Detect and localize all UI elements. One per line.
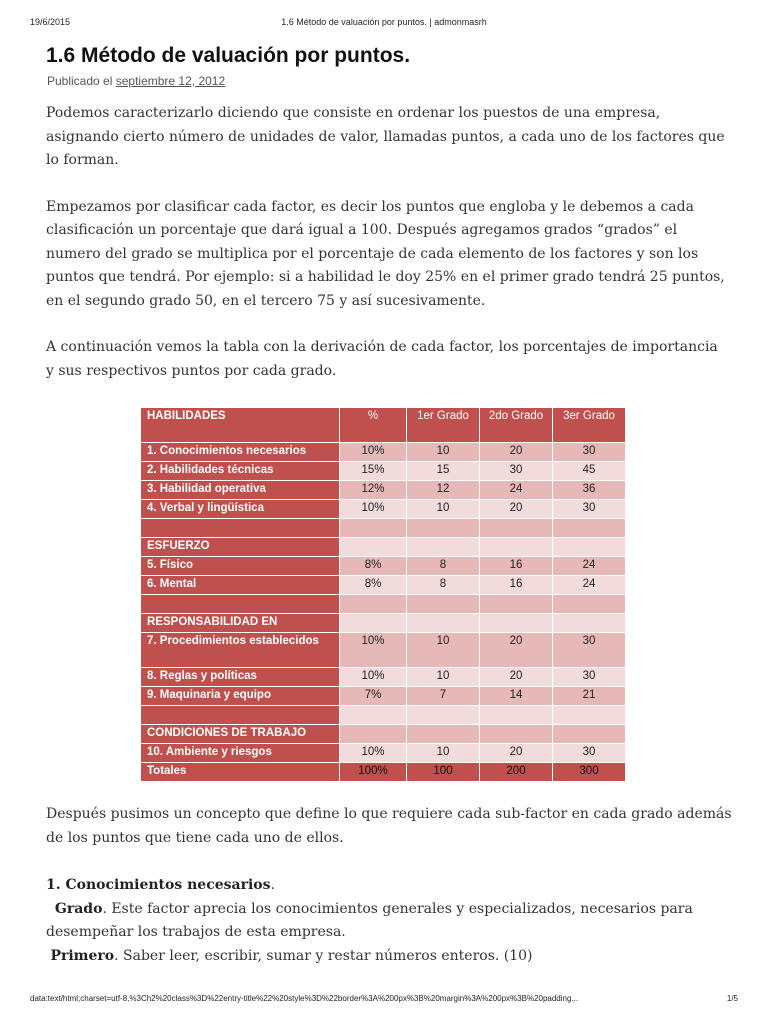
- table-row: [141, 481, 626, 500]
- table-row: [141, 633, 626, 668]
- table-cell: 8%: [340, 576, 407, 595]
- table-cell: 30: [553, 668, 626, 687]
- byline-date-link[interactable]: septiembre 12, 2012: [115, 74, 226, 88]
- table-cell: 20: [480, 668, 553, 687]
- table-cell: [480, 725, 553, 744]
- table-cell: [553, 725, 626, 744]
- table-row: [141, 668, 626, 687]
- points-table: [140, 407, 626, 782]
- grado-label: Grado: [54, 900, 103, 917]
- table-cell: 24: [553, 557, 626, 576]
- table-cell: [480, 706, 553, 725]
- print-url: data:text/html;charset=utf-8,%3Ch2%20class%3D%22entry-title%22%20style%3D%22border%3A%200px%3B%20margin%3A%200px%3B%20padding...: [30, 994, 579, 1003]
- table-row: [141, 500, 626, 519]
- table-cell: [407, 725, 480, 744]
- grado-text: . Este factor aprecia los conocimientos generales y especializados, necesarios para desempeñar los trabajos de esta empresa.: [46, 900, 693, 940]
- table-cell: 15: [407, 462, 480, 481]
- table-cell: [340, 614, 407, 633]
- table-cell: [340, 706, 407, 725]
- print-date: 19/6/2015: [30, 17, 71, 27]
- table-row: [141, 595, 626, 614]
- table-cell: 20: [480, 744, 553, 763]
- table-cell: 20: [480, 443, 553, 462]
- table-cell: 300: [553, 763, 626, 782]
- table-cell: 10: [407, 744, 480, 763]
- table-cell: [553, 614, 626, 633]
- print-header: [0, 0, 768, 30]
- table-cell: 30: [553, 744, 626, 763]
- table-row-label: 10. Ambiente y riesgos: [141, 744, 340, 763]
- table-cell: 12%: [340, 481, 407, 500]
- table-cell: [480, 519, 553, 538]
- table-cell: 10%: [340, 500, 407, 519]
- article-content: [46, 102, 726, 383]
- table-cell: [407, 538, 480, 557]
- table-row: [141, 538, 626, 557]
- byline: [47, 74, 225, 88]
- table-cell: [553, 519, 626, 538]
- table-header-cell: 3er Grado: [553, 408, 626, 443]
- table-row-label: CONDICIONES DE TRABAJO: [141, 725, 340, 744]
- table-row-label: RESPONSABILIDAD EN: [141, 614, 340, 633]
- table-cell: [553, 706, 626, 725]
- table-header-cell: 1er Grado: [407, 408, 480, 443]
- table-cell: 15%: [340, 462, 407, 481]
- grado-paragraph: [46, 898, 736, 945]
- primero-label: Primero: [50, 947, 115, 964]
- byline-prefix: Publicado el: [47, 74, 113, 88]
- table-cell: 10%: [340, 443, 407, 462]
- table-row-label: 1. Conocimientos necesarios: [141, 443, 340, 462]
- table-cell: 10: [407, 633, 480, 668]
- table-cell: 30: [480, 462, 553, 481]
- paragraph-concept: Después pusimos un concepto que define lo que requiere cada sub-factor en cada grado además de los puntos que tiene cada uno de ellos.: [46, 806, 732, 846]
- table-cell: 8: [407, 576, 480, 595]
- table-row-label: 7. Procedimientos establecidos: [141, 633, 340, 668]
- table-cell: 36: [553, 481, 626, 500]
- factor-heading-suffix: .: [270, 877, 275, 893]
- table-row: [141, 443, 626, 462]
- table-cell: 8%: [340, 557, 407, 576]
- table-cell: [340, 725, 407, 744]
- table-row-label: 8. Reglas y políticas: [141, 668, 340, 687]
- table-row: [141, 687, 626, 706]
- primero-text: . Saber leer, escribir, sumar y restar números enteros. (10): [114, 947, 533, 964]
- table-row-label: 3. Habilidad operativa: [141, 481, 340, 500]
- print-page-title: 1.6 Método de valuación por puntos. | admonmasrh: [281, 17, 487, 27]
- table-row-label: [141, 519, 340, 538]
- table-cell: [480, 614, 553, 633]
- table-cell: [407, 614, 480, 633]
- table-cell: 20: [480, 633, 553, 668]
- table-cell: [480, 538, 553, 557]
- print-page-number: 1/5: [726, 994, 738, 1003]
- table-row-label: 9. Maquinaria y equipo: [141, 687, 340, 706]
- table-cell: 20: [480, 500, 553, 519]
- table-cell: [340, 519, 407, 538]
- table-row: [141, 576, 626, 595]
- table-row-label: [141, 595, 340, 614]
- table-cell: 10%: [340, 744, 407, 763]
- table-header-cell: 2do Grado: [480, 408, 553, 443]
- table-cell: 16: [480, 557, 553, 576]
- table-row-label: 5. Físico: [141, 557, 340, 576]
- table-cell: 100: [407, 763, 480, 782]
- table-header-category: HABILIDADES: [141, 408, 340, 443]
- table-cell: 30: [553, 443, 626, 462]
- table-cell: 24: [553, 576, 626, 595]
- table-cell: 7%: [340, 687, 407, 706]
- factor-heading-line: [46, 874, 736, 898]
- table-cell: 200: [480, 763, 553, 782]
- table-row-label: 4. Verbal y lingüística: [141, 500, 340, 519]
- table-cell: 100%: [340, 763, 407, 782]
- table-cell: [407, 706, 480, 725]
- paragraph-table-intro: A continuación vemos la tabla con la derivación de cada factor, los porcentajes de importancia y sus respectivos puntos por cada grado.: [46, 339, 718, 379]
- table-cell: 24: [480, 481, 553, 500]
- table-total-row: [141, 763, 626, 782]
- table-cell: 10%: [340, 668, 407, 687]
- table-cell: 14: [480, 687, 553, 706]
- table-row: [141, 557, 626, 576]
- table-row-label: Totales: [141, 763, 340, 782]
- factor-heading: 1. Conocimientos necesarios: [46, 877, 271, 893]
- table-cell: 10: [407, 500, 480, 519]
- table-row: [141, 614, 626, 633]
- paragraph-classification: Empezamos por clasificar cada factor, es decir los puntos que engloba y le debemos a cada clasificación un porcentaje que dará igual a 100. Después agregamos grados “grados” el numero del grado se multiplica por el porcentaje de cada elemento de los factores y son los puntos que tendrá. Por ejemplo: si a habilidad le doy 25% en el primer grado tendrá 25 puntos, en el segundo grado 50, en el tercero 75 y así sucesivamente.: [46, 198, 725, 309]
- entry-title: 1.6 Método de valuación por puntos.: [46, 44, 411, 67]
- table-row: [141, 725, 626, 744]
- table-cell: [340, 595, 407, 614]
- table-row: [141, 744, 626, 763]
- table-row: [141, 462, 626, 481]
- table-cell: [480, 595, 553, 614]
- table-cell: 16: [480, 576, 553, 595]
- table-cell: [407, 519, 480, 538]
- table-cell: 30: [553, 633, 626, 668]
- paragraph-intro: Podemos caracterizarlo diciendo que consiste en ordenar los puestos de una empresa, asignando cierto número de unidades de valor, llamadas puntos, a cada uno de los factores que lo forman.: [46, 105, 725, 168]
- table-header-cell: %: [340, 408, 407, 443]
- table-cell: [340, 538, 407, 557]
- table-cell: 10: [407, 443, 480, 462]
- table-cell: [553, 595, 626, 614]
- table-cell: 21: [553, 687, 626, 706]
- table-row-label: 2. Habilidades técnicas: [141, 462, 340, 481]
- table-cell: 10%: [340, 633, 407, 668]
- table-row: [141, 519, 626, 538]
- article-continuation: [46, 803, 736, 968]
- table-row: [141, 706, 626, 725]
- table-row-label: ESFUERZO: [141, 538, 340, 557]
- table-cell: 12: [407, 481, 480, 500]
- table-cell: 45: [553, 462, 626, 481]
- table-row-label: [141, 706, 340, 725]
- primero-paragraph: [46, 945, 736, 969]
- table-row-label: 6. Mental: [141, 576, 340, 595]
- table-cell: 30: [553, 500, 626, 519]
- table-cell: 10: [407, 668, 480, 687]
- table-cell: 8: [407, 557, 480, 576]
- table-cell: 7: [407, 687, 480, 706]
- table-cell: [407, 595, 480, 614]
- table-header-row: [141, 408, 626, 443]
- table-cell: [553, 538, 626, 557]
